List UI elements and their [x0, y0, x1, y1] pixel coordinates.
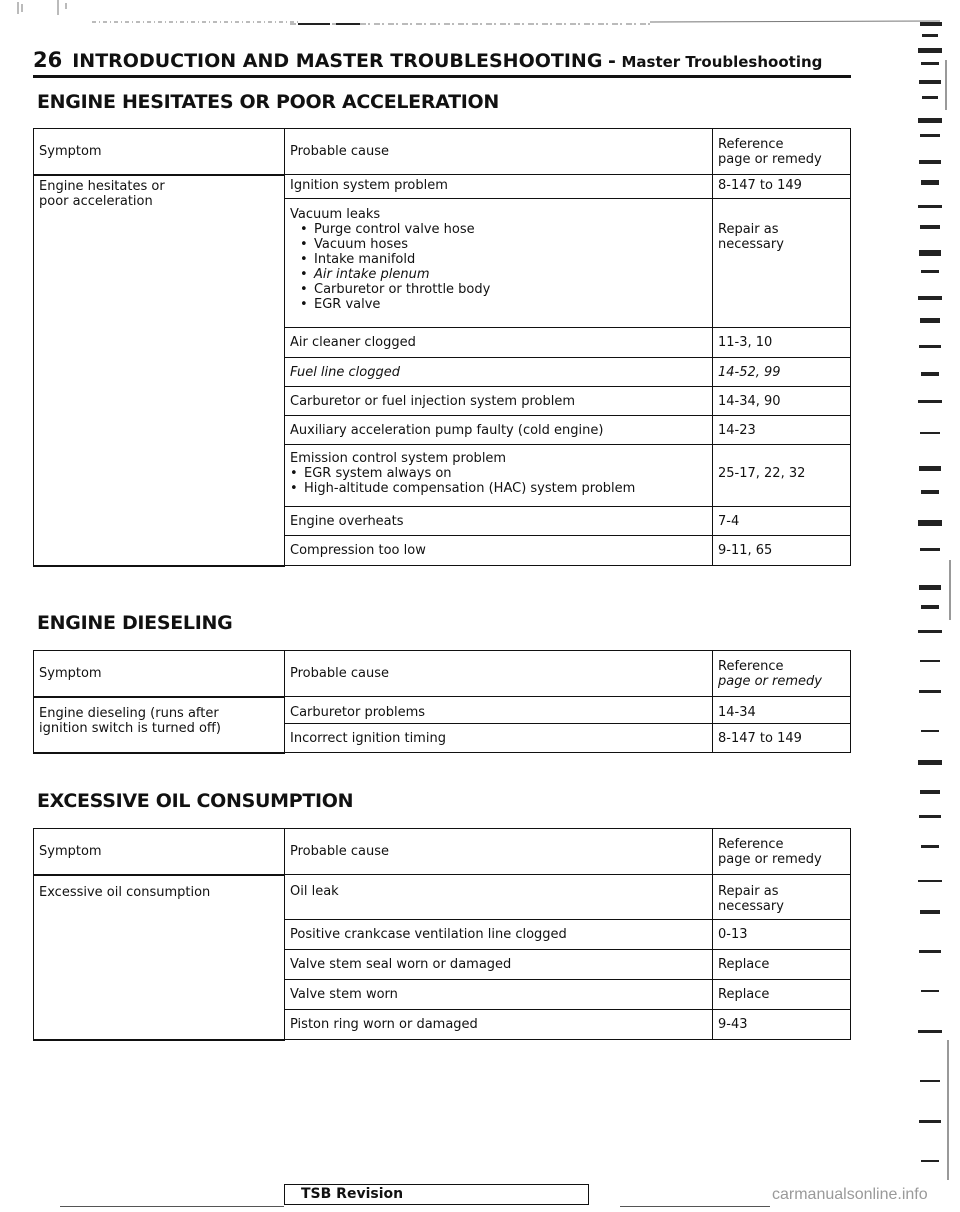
- reference-cell: 0-13: [713, 920, 851, 950]
- list-item: • Air intake plenum: [300, 267, 707, 282]
- bullet-list: [290, 466, 707, 496]
- footer-rule-left: [60, 1206, 284, 1207]
- reference-cell: 14-34: [713, 697, 851, 724]
- section-title-hesitation: ENGINE HESITATES OR POOR ACCELERATION: [37, 91, 499, 113]
- cause-cell: Compression too low: [285, 536, 713, 566]
- cause-cell: [285, 445, 713, 507]
- reference-cell: 14-52, 99: [713, 358, 851, 387]
- symptom-cell: Engine hesitates or poor acceleration: [34, 175, 285, 566]
- reference-cell: Repair as necessary: [713, 875, 851, 920]
- footer-rule-right: [620, 1206, 770, 1207]
- cause-cell: Ignition system problem: [285, 175, 713, 199]
- section-title-dieseling: ENGINE DIESELING: [37, 612, 233, 634]
- chapter-title: INTRODUCTION AND MASTER TROUBLESHOOTING: [72, 50, 603, 72]
- section-title-oil-consumption: EXCESSIVE OIL CONSUMPTION: [37, 790, 354, 812]
- table-header-row: [34, 129, 851, 175]
- column-header-cause: Probable cause: [285, 651, 713, 697]
- cause-cell: Valve stem seal worn or damaged: [285, 950, 713, 980]
- cause-cell: Fuel line clogged: [285, 358, 713, 387]
- list-item: • EGR system always on: [290, 466, 707, 481]
- troubleshooting-table-hesitation: [33, 128, 851, 567]
- cause-label: Vacuum leaks: [290, 207, 381, 222]
- column-header-cause: Probable cause: [285, 829, 713, 875]
- reference-cell: 8-147 to 149: [713, 724, 851, 753]
- cause-cell: Carburetor or fuel injection system problem: [285, 387, 713, 416]
- symptom-cell: Engine dieseling (runs after ignition switch is turned off): [34, 697, 285, 753]
- reference-cell: Replace: [713, 950, 851, 980]
- list-item: • Purge control valve hose: [300, 222, 707, 237]
- list-item: • Vacuum hoses: [300, 237, 707, 252]
- reference-cell: 14-34, 90: [713, 387, 851, 416]
- cause-cell: Engine overheats: [285, 507, 713, 536]
- reference-cell: 14-23: [713, 416, 851, 445]
- cause-cell: Auxiliary acceleration pump faulty (cold engine): [285, 416, 713, 445]
- bullet-list: [290, 222, 707, 312]
- column-header-symptom: Symptom: [34, 129, 285, 175]
- cause-label: Emission control system problem: [290, 451, 507, 466]
- page-header: [33, 48, 851, 72]
- table-row: [34, 175, 851, 199]
- column-header-symptom: Symptom: [34, 829, 285, 875]
- table-row: [34, 875, 851, 920]
- list-item: • EGR valve: [300, 297, 707, 312]
- header-rule: [33, 75, 851, 78]
- column-header-symptom: Symptom: [34, 651, 285, 697]
- reference-cell: 9-43: [713, 1010, 851, 1040]
- symptom-cell: Excessive oil consumption: [34, 875, 285, 1040]
- column-header-reference: Reference page or remedy: [713, 129, 851, 175]
- binding-edge-marks: [912, 0, 960, 1212]
- reference-cell: Repair as necessary: [713, 199, 851, 328]
- cause-cell: Air cleaner clogged: [285, 328, 713, 358]
- cause-cell: [285, 199, 713, 328]
- column-header-reference: Reference page or remedy: [713, 651, 851, 697]
- cause-cell: Valve stem worn: [285, 980, 713, 1010]
- cause-cell: Incorrect ignition timing: [285, 724, 713, 753]
- troubleshooting-table-oil-consumption: [33, 828, 851, 1041]
- tsb-revision-box: TSB Revision: [284, 1184, 589, 1205]
- watermark: carmanualsonline.info: [772, 1186, 928, 1203]
- table-row: [34, 697, 851, 724]
- reference-cell: 8-147 to 149: [713, 175, 851, 199]
- table-header-row: [34, 651, 851, 697]
- title-separator: -: [608, 50, 616, 72]
- cause-cell: Carburetor problems: [285, 697, 713, 724]
- reference-cell: 9-11, 65: [713, 536, 851, 566]
- cause-cell: Piston ring worn or damaged: [285, 1010, 713, 1040]
- list-item: • Intake manifold: [300, 252, 707, 267]
- cause-cell: Positive crankcase ventilation line clogged: [285, 920, 713, 950]
- list-item: • Carburetor or throttle body: [300, 282, 707, 297]
- list-item: • High-altitude compensation (HAC) system problem: [290, 481, 707, 496]
- section-subtitle: Master Troubleshooting: [621, 53, 823, 71]
- column-header-cause: Probable cause: [285, 129, 713, 175]
- reference-cell: 25-17, 22, 32: [713, 445, 851, 507]
- reference-cell: Replace: [713, 980, 851, 1010]
- column-header-reference: Reference page or remedy: [713, 829, 851, 875]
- reference-cell: 11-3, 10: [713, 328, 851, 358]
- reference-cell: 7-4: [713, 507, 851, 536]
- cause-cell: Oil leak: [285, 875, 713, 920]
- scan-artifact-top: [0, 0, 960, 40]
- table-header-row: [34, 829, 851, 875]
- troubleshooting-table-dieseling: [33, 650, 851, 754]
- page-number: 26: [33, 48, 63, 72]
